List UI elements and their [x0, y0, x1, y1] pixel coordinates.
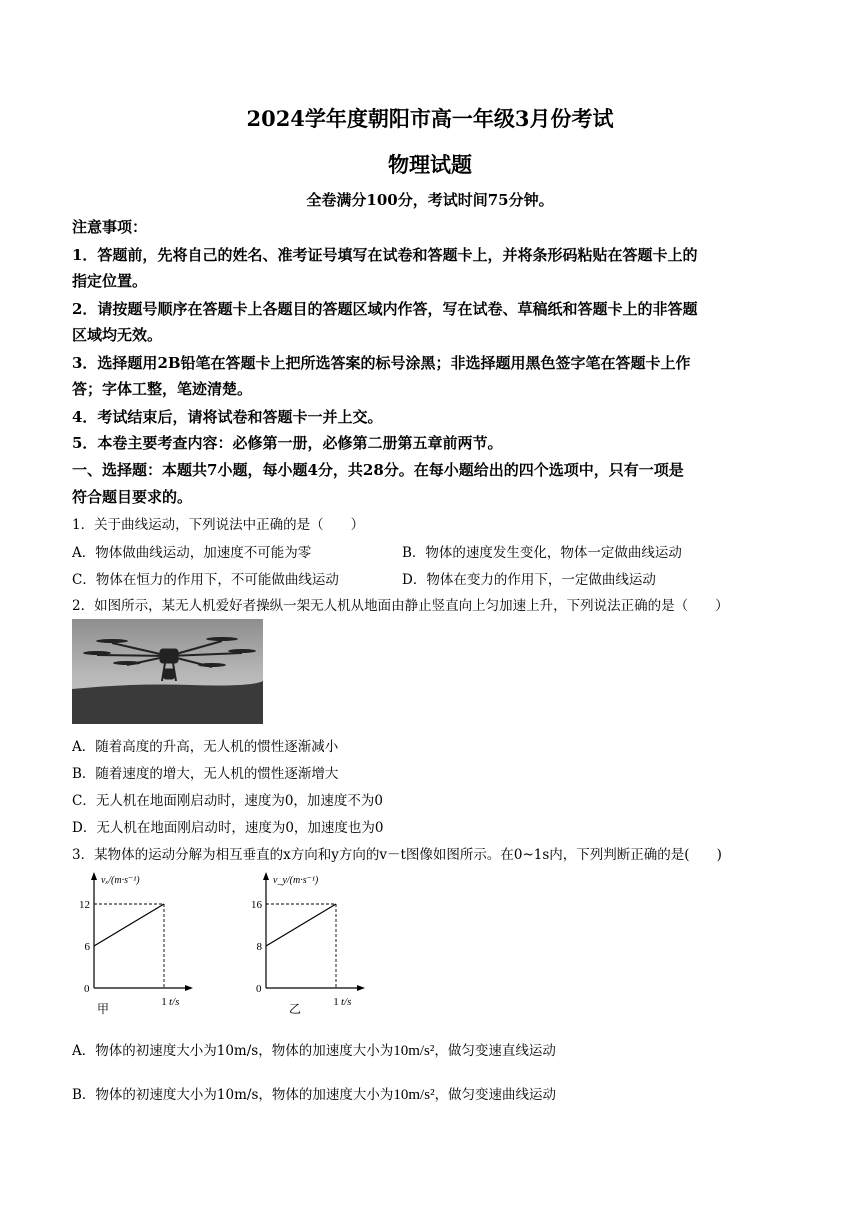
y-tick-label: 8: [256, 941, 262, 953]
graph-caption: 甲: [97, 1002, 110, 1016]
vy-t-graph: [246, 868, 371, 1023]
graph-caption: 乙: [289, 1002, 302, 1016]
q2-option-b: B．随着速度的增大，无人机的惯性逐渐增大: [72, 766, 339, 782]
q1-option-c: C．物体在恒力的作用下，不可能做曲线运动: [72, 572, 339, 588]
question-3-stem: 3．某物体的运动分解为相互垂直的x方向和y方向的v－t图像如图所示。在0~1s内，下列判断正确的是( ): [72, 847, 722, 863]
q1-option-a: A．物体做曲线运动，加速度不可能为零: [72, 545, 312, 561]
exam-title: 2024学年度朝阳市高一年级3月份考试: [246, 106, 614, 131]
vx-t-graph: [74, 868, 199, 1023]
drone-photo: [72, 619, 263, 724]
subject-title: 物理试题: [388, 152, 472, 177]
x-axis-arrow: [185, 985, 193, 991]
section-heading-cont: 符合题目要求的。: [72, 488, 193, 506]
origin-label: 0: [256, 983, 262, 995]
q3-option-b-acceleration: 10m/s²: [393, 1087, 435, 1103]
q2-option-a: A．随着高度的升高，无人机的惯性逐渐减小: [72, 739, 339, 755]
note-line: 2．请按题号顺序在答题卡上各题目的答题区域内作答，写在试卷、草稿纸和答题卡上的非答题: [72, 300, 698, 318]
velocity-line: [266, 904, 336, 946]
q2-option-d: D．无人机在地面刚启动时，速度为0，加速度也为0: [72, 820, 384, 836]
note-line: 区域均无效。: [72, 326, 163, 344]
q1-option-d: D．物体在变力的作用下，一定做曲线运动: [402, 572, 656, 588]
y-axis-arrow: [263, 872, 269, 880]
q3-option-a-suffix: ，做匀变速直线运动: [434, 1043, 556, 1059]
y-tick-label: 6: [84, 941, 90, 953]
q3-option-a-text: A．物体的初速度大小为10m/s，物体的加速度大小为: [72, 1043, 394, 1059]
note-line: 答；字体工整，笔迹清楚。: [72, 380, 253, 398]
section-heading: 一、选择题：本题共7小题，每小题4分，共28分。在每小题给出的四个选项中，只有一项是: [72, 461, 684, 479]
q3-option-b-text: B．物体的初速度大小为10m/s，物体的加速度大小为: [72, 1087, 394, 1103]
note-line: 指定位置。: [72, 272, 148, 290]
y-axis-label: vₓ/(m·s⁻¹): [101, 875, 140, 886]
x-axis-label: t/s: [341, 996, 352, 1008]
x-axis-label: t/s: [169, 996, 180, 1008]
note-line: 3．选择题用2B铅笔在答题卡上把所选答案的标号涂黑；非选择题用黑色签字笔在答题卡上作: [72, 354, 691, 372]
q3-option-a-acceleration: 10m/s²: [393, 1043, 435, 1059]
x-axis-arrow: [357, 985, 365, 991]
question-2-stem: 2．如图所示，某无人机爱好者操纵一架无人机从地面由静止竖直向上匀加速上升，下列说法正确的是（ ）: [72, 598, 729, 614]
x-tick-label: 1: [161, 996, 167, 1008]
velocity-line: [94, 904, 164, 946]
note-line: 5．本卷主要考查内容：必修第一册，必修第二册第五章前两节。: [72, 434, 503, 452]
note-line: 1．答题前，先将自己的姓名、准考证号填写在试卷和答题卡上，并将条形码粘贴在答题卡上的: [72, 246, 698, 264]
note-line: 4．考试结束后，请将试卷和答题卡一并上交。: [72, 408, 383, 426]
q2-option-c: C．无人机在地面刚启动时，速度为0，加速度不为0: [72, 793, 384, 809]
q1-option-b: B．物体的速度发生变化，物体一定做曲线运动: [402, 545, 682, 561]
y-tick-label: 12: [79, 899, 90, 911]
exam-info: 全卷满分100分，考试时间75分钟。: [306, 191, 554, 209]
q3-option-b-suffix: ，做匀变速曲线运动: [434, 1087, 557, 1103]
x-tick-label: 1: [333, 996, 339, 1008]
notes-heading: 注意事项：: [72, 218, 148, 236]
origin-label: 0: [84, 983, 90, 995]
y-tick-label: 16: [251, 899, 262, 911]
y-axis-label: v_y/(m·s⁻¹): [273, 875, 319, 886]
question-1-stem: 1．关于曲线运动，下列说法中正确的是（ ）: [72, 517, 365, 533]
y-axis-arrow: [91, 872, 97, 880]
q3-option-a: [72, 1039, 556, 1060]
q3-option-b: [72, 1083, 556, 1104]
